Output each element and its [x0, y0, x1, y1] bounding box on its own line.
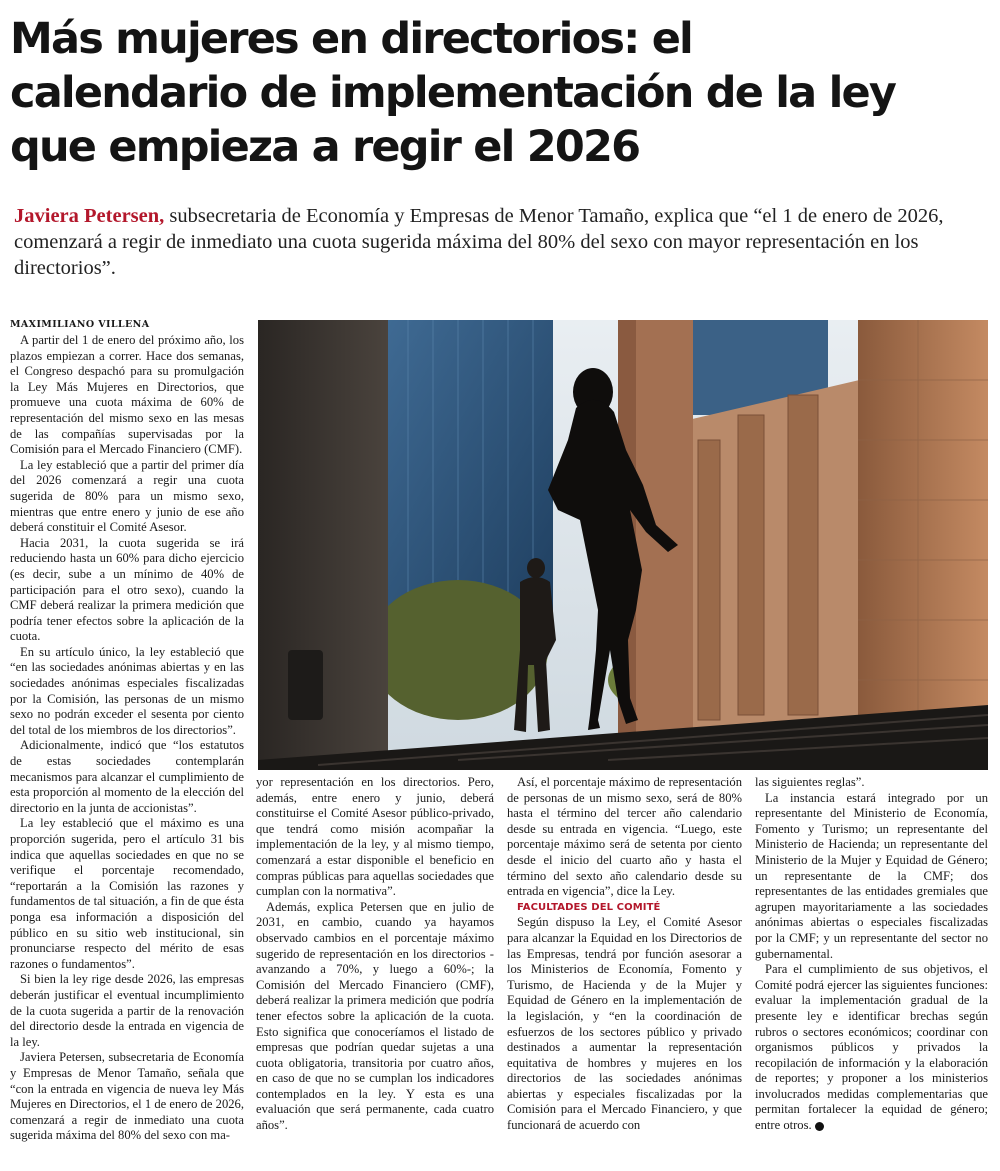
article-dek: [14, 203, 989, 281]
paragraph: Así, el porcentaje máximo de representación de personas de un mismo sexo, será de 80% hasta el término del tercer año calendario desde su entrada en vigencia. “Luego, este porcentaje máximo será de setenta por ciento desde el inicio del cuarto año y hasta el término del sexto año calendario desde su entrada en vigencia”, dice la Ley.: [507, 775, 742, 899]
paragraph: las siguientes reglas”.: [755, 775, 865, 789]
dek-author: Javiera Petersen,: [14, 205, 165, 227]
paragraph: Adicionalmente, indicó que “los estatutos de estas sociedades contemplarán mecanismos para alcanzar el cumplimiento de esta proporción al momento de la elección del directorio en la junta de accionistas”.: [10, 738, 244, 815]
end-of-article-icon: [815, 1122, 824, 1131]
paragraph: A partir del 1 de enero del próximo año, los plazos empiezan a correr. Hace dos semanas, el Congreso despachó para su promulgación la Ley Más Mujeres en Directorios, que promueve una cuota máxima de 60% de representación del mismo sexo en las mesas de las compañías supervisadas por la Comisión para el Mercado Financiero (CMF).: [10, 333, 244, 457]
paragraph: [755, 962, 988, 1134]
column-3: [507, 775, 742, 1134]
paragraph: Si bien la ley rige desde 2026, las empresas deberán justificar el eventual incumplimiento de la cuota sugerida a partir de la renovación del directorio desde la entrada en vigencia de la ley.: [10, 972, 244, 1049]
article-photo: [258, 320, 988, 770]
paragraph-text: Para el cumplimiento de sus objetivos, el Comité podrá ejercer las siguientes funciones: evaluar la implementación gradual de la presente ley e identificar brechas según rubros o sectores económicos; coordinar con organismos públicos y privados la recopilación de información y la elaboración de reportes; y proponer a los ministerios involucrados medidas complementarias que permitan fortalecer la equidad de género; entre otros.: [755, 962, 988, 1133]
paragraph: Hacia 2031, la cuota sugerida se irá reduciendo hasta un 60% para dicho ejercicio (es decir, sube a un mínimo de 40% de participación para el otro sexo), cuando la CMF deberá realizar la primera medición que podría tener efectos sobre la aplicación de la cuota.: [10, 535, 244, 644]
headline-line-1: Más mujeres en directorios: el: [10, 14, 692, 64]
column-4: [755, 775, 988, 1134]
paragraph: Además, explica Petersen que en julio de 2031, en cambio, cuando ya hayamos observado cambios en el porcentaje máximo sugerido de representación en los directorios -avanzando a 70%, y luego a 60%-; la Comisión del Mercado Financiero (CMF), deberá realizar la primera medición que podría tener efectos sobre la aplicación de la cuota. Esto significa que conoceríamos el listado de empresas que podrían quedar sujetas a una cuota obligatoria, transitoria por cuatro años, en caso de que no se cumplan los indicadores contemplados en la ley. Y esta es una evaluación que será permanente, cada cuatro años”.: [256, 899, 494, 1133]
headline: [10, 12, 990, 174]
paragraph: La instancia estará integrado por un representante del Ministerio de Economía, Fomento y Turismo; un representante del Ministerio de Hacienda; un representante del Ministerio de la Mujer y Equidad de Género; un representante de la CMF; dos representantes de las entidades gremiales que agrupen mayoritariamente a las sociedades anónimas abiertas o especiales fiscalizadas por la CMF; y un representante del sector no gubernamental.: [755, 790, 988, 961]
paragraph: Javiera Petersen, subsecretaria de Economía y Empresas de Menor Tamaño, señala que “con la entrada en vigencia de nueva ley Más Mujeres en Directorios, el 1 de enero de 2026, comenzará a regir de inmediato una cuota sugerida máxima del 80% del sexo con ma-: [10, 1050, 244, 1143]
paragraph: yor representación en los directorios. Pero, además, entre enero y junio, deberá constituirse el Comité Asesor público-privado, que tendrá como misión acompañar la implementación de la ley, y al mismo tiempo, comenzará a estar disponible el beneficio en compras públicas para aquellas sociedades que cumplan con la normativa”.: [256, 775, 494, 899]
paragraph: En su artículo único, la ley estableció que “en las sociedades anónimas abiertas y en las sociedades anónimas especiales fiscalizadas por la Comisión, las personas de un mismo sexo no podrán exceder el sesenta por ciento del total de los miembros de los directorios”.: [10, 644, 244, 737]
dek-text: subsecretaria de Economía y Empresas de Menor Tamaño, explica que “el 1 de enero de 2026, comenzará a regir de inmediato una cuota sugerida máxima del 80% del sexo con mayor representación en los directorios”.: [14, 205, 944, 279]
paragraph: Según dispuso la Ley, el Comité Asesor para alcanzar la Equidad en los Directorios de las Empresas, tendrá por función asesorar a los Ministerios de Economía, Fomento y Turismo, de Hacienda y de la Mujer y Equidad de Género en la implementación de la legislación, y “en la coordinación de esfuerzos de los sectores público y privado destinados a aumentar la representación equitativa de hombres y mujeres en los directorios de las sociedades anónimas abiertas y especiales fiscalizadas por la Comisión para el Mercado Financiero, y que funcionará de acuerdo con: [507, 915, 742, 1133]
headline-line-3: que empieza a regir el 2026: [10, 122, 640, 172]
column-1: [10, 333, 244, 1144]
paragraph: La ley estableció que el máximo es una proporción sugerida, pero el artículo 31 bis indica que aquellas sociedades en que no se verifique el porcentaje recomendado, “reportarán a la Comisión las razones y fundamentos de tal situación, a fin de que ésta ponga esa información a disposición del público en su sitio web institucional, sin pronunciarse respecto del mérito de esas razones o fundamentos”.: [10, 816, 244, 971]
byline: MAXIMILIANO VILLENA: [10, 319, 150, 330]
headline-line-2: calendario de implementación de la ley: [10, 68, 896, 118]
column-2: [256, 775, 494, 1134]
section-subhead: FACULTADES DEL COMITÉ: [517, 901, 661, 913]
paragraph: La ley estableció que a partir del primer día del 2026 comenzará a regir una cuota sugerida de 80% para un mismo sexo, mientras que entre enero y junio de ese año deberá constituir el Comité Asesor.: [10, 457, 244, 535]
